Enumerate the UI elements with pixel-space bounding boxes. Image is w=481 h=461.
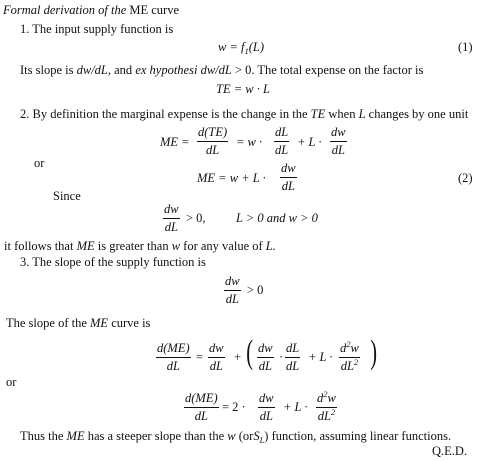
title-rest: ME curve	[129, 3, 180, 17]
frac-den-dl: dL	[184, 407, 219, 423]
dl-letters: dL	[317, 408, 331, 423]
title-italic: Formal derivation of the	[3, 3, 127, 17]
fraction-dw-dl-4	[224, 275, 241, 305]
slope-hypothesis: ex hypothesi dw/dL	[135, 63, 232, 77]
thus-text-d: ) function, assuming linear functions.	[264, 429, 452, 443]
frac-num-dw: dw	[259, 391, 274, 405]
plus-l: + L ·	[297, 135, 322, 149]
fraction-dw-dl	[330, 126, 347, 156]
fraction-dl-dl	[274, 126, 289, 156]
sup-2: 2	[346, 339, 351, 349]
section-title	[3, 4, 179, 17]
step2-text-c: changes by one unit	[368, 107, 469, 121]
plus-l-3: + L ·	[283, 400, 308, 414]
step2-te: TE	[310, 107, 326, 121]
conclusion-sentence	[20, 430, 451, 443]
frac-den-dl2	[316, 407, 337, 423]
equation-1	[218, 41, 264, 54]
frac-den-dl: dL	[286, 358, 300, 373]
eq1-lhs: w =	[218, 40, 242, 54]
frac-den-dl: dL	[258, 358, 272, 373]
fraction-dte-dl	[197, 126, 228, 156]
right-paren: )	[370, 334, 378, 371]
slope-sentence	[20, 64, 423, 77]
or-2: or	[6, 375, 17, 389]
two-dot: = 2 ·	[222, 400, 246, 414]
frac-den-dl: dL	[281, 178, 295, 193]
w-letter: w	[350, 341, 359, 355]
frac-num-dw: dw	[258, 341, 273, 355]
frac-num-dw: dw	[164, 202, 179, 216]
thus-s: S	[253, 429, 260, 443]
dl-letters: dL	[340, 358, 354, 373]
since: Since	[53, 189, 81, 203]
slope-me-text-a: The slope of the	[6, 316, 87, 330]
thus-text-c: (or	[238, 429, 254, 443]
fraction-dw-dl-7	[258, 392, 275, 422]
step2-L: L	[358, 107, 366, 121]
fraction-dw-dl-6	[257, 342, 274, 372]
sup-2: 2	[330, 406, 336, 417]
frac-num-dme: d(ME)	[157, 341, 190, 355]
fraction-d2w-dl2-2	[316, 389, 337, 423]
fraction-dw-dl-2	[280, 162, 297, 192]
me-lhs: ME =	[160, 135, 190, 149]
slope-dwdl: dw/dL,	[76, 63, 111, 77]
slope-me-me: ME	[90, 316, 109, 330]
follows-text-c: for any value of	[183, 239, 263, 253]
follows-L: L.	[265, 239, 276, 253]
fraction-dl-dl-2	[285, 342, 300, 372]
thus-s-sub: L	[259, 435, 265, 445]
plus-l-2: + L ·	[308, 350, 333, 364]
fraction-dme-dl-2	[184, 392, 219, 422]
eq1-subscript: 1	[244, 46, 249, 56]
thus-text-a: Thus the	[20, 429, 64, 443]
frac-num-dl: dL	[275, 125, 289, 139]
frac-num-dw: dw	[331, 125, 346, 139]
step3-heading: 3. The slope of the supply function is	[20, 255, 206, 269]
equation-number-2: (2)	[458, 171, 473, 185]
fraction-dme-dl	[156, 342, 191, 372]
plus-1: +	[234, 350, 242, 364]
frac-den-dl: dL	[156, 357, 191, 373]
thus-text-b: has a steeper slope than the	[87, 429, 225, 443]
follows-text-b: is greater than	[97, 239, 169, 253]
total-expense-equation: TE = w · L	[216, 82, 270, 96]
slope-me-text-b: curve is	[111, 316, 151, 330]
frac-den-dl: dL	[225, 291, 239, 306]
condition: L > 0 and w > 0	[236, 211, 318, 225]
d-letter: d	[317, 391, 324, 405]
greater-than-zero: > 0,	[186, 211, 206, 225]
frac-den-dl2	[339, 357, 360, 373]
frac-num-dw: dw	[225, 274, 240, 288]
or-1: or	[34, 156, 45, 170]
dot-1: ·	[279, 350, 284, 364]
step2-text-a: 2. By definition the marginal expense is the change in the	[20, 107, 308, 121]
eq1-arg: (L)	[248, 40, 265, 54]
step1-heading: 1. The input supply function is	[20, 22, 174, 36]
fraction-dw-dl-3	[163, 203, 180, 233]
fraction-d2w-dl2	[339, 339, 360, 373]
slope-text-d: > 0. The total expense on the factor is	[234, 63, 424, 77]
step2-heading	[20, 108, 468, 121]
frac-num-dw: dw	[281, 161, 296, 175]
follows-me: ME	[76, 239, 95, 253]
frac-num-d2w	[339, 339, 360, 357]
frac-den-dl: dL	[275, 142, 289, 157]
frac-num-d2w	[316, 389, 337, 407]
equals-1: =	[196, 350, 204, 364]
sup-2: 2	[353, 356, 359, 367]
w-letter: w	[327, 391, 336, 405]
frac-den-dl: dL	[164, 219, 178, 234]
frac-num-dme: d(ME)	[185, 391, 218, 405]
frac-num-dw: dw	[209, 341, 224, 355]
thus-w: w	[227, 429, 236, 443]
frac-num-dl: dL	[286, 341, 300, 355]
greater-than-zero-b: > 0	[247, 283, 264, 297]
slope-text-a: Its slope is	[20, 63, 74, 77]
follows-text-a: it follows that	[4, 239, 74, 253]
me2-lhs: ME = w + L ·	[197, 171, 266, 185]
slope-me-sentence	[6, 317, 150, 330]
step2-text-b: when	[328, 107, 356, 121]
frac-den-dl: dL	[209, 358, 223, 373]
d-letter: d	[340, 341, 347, 355]
slope-text-b: and	[114, 63, 133, 77]
thus-me: ME	[66, 429, 85, 443]
frac-num-dte: d(TE)	[198, 125, 228, 139]
follows-sentence	[4, 240, 276, 253]
frac-den-dl: dL	[331, 142, 345, 157]
frac-den-dl: dL	[197, 141, 228, 157]
sup-2: 2	[323, 389, 328, 399]
frac-den-dl: dL	[259, 408, 273, 423]
equation-number-1: (1)	[458, 40, 473, 54]
left-paren: (	[246, 334, 254, 371]
w-dot: = w ·	[236, 135, 263, 149]
eq1-f: f	[241, 40, 245, 54]
fraction-dw-dl-5	[208, 342, 225, 372]
qed: Q.E.D.	[432, 444, 468, 458]
follows-w: w	[171, 239, 181, 253]
